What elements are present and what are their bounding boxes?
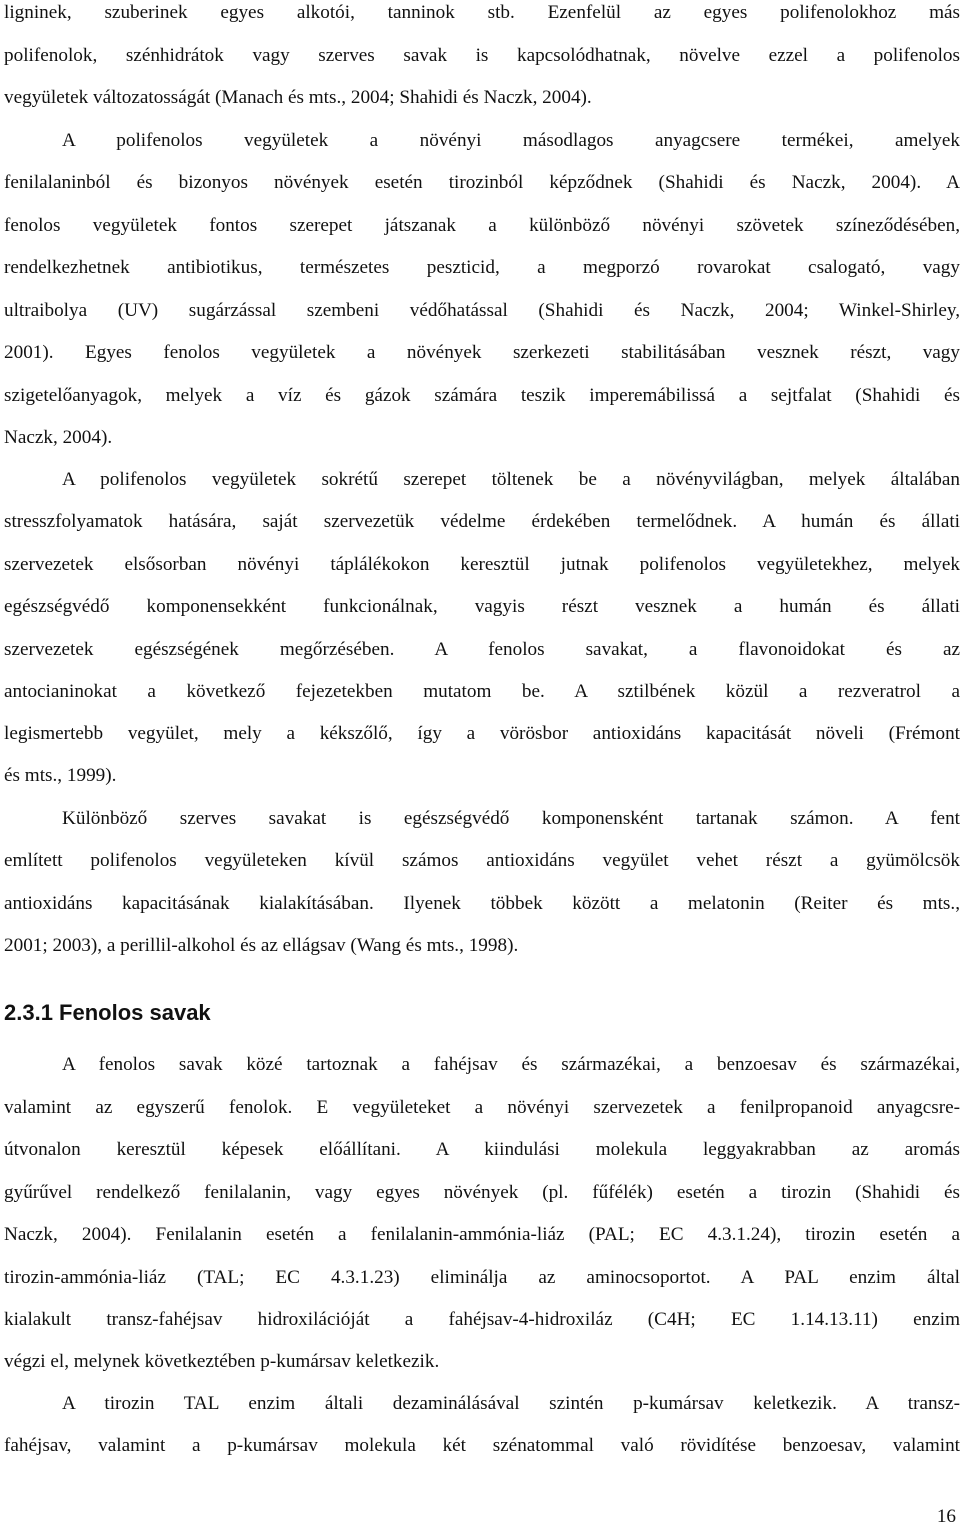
text-line: 2001). Egyes fenolos vegyületek a növények szerkezeti stabilitásában vesznek részt, vagy	[4, 342, 960, 363]
text-line: Naczk, 2004).	[4, 427, 113, 448]
section-heading: 2.3.1 Fenolos savak	[4, 1000, 211, 1025]
text-line: említett polifenolos vegyületeken kívül számos antioxidáns vegyület vehet részt a gyümölcsök	[4, 850, 960, 871]
text-line: rendelkezhetnek antibiotikus, természetes peszticid, a megporzó rovarokat csalogató, vagy	[4, 257, 960, 278]
text-line: tirozin-ammónia-liáz (TAL; EC 4.3.1.23) eliminálja az aminocsoportot. A PAL enzim által	[4, 1267, 960, 1288]
text-line: útvonalon keresztül képesek előállítani. A kiindulási molekula leggyakrabban az aromás	[4, 1139, 960, 1160]
text-line: stresszfolyamatok hatására, saját szervezetük védelme érdekében termelődnek. A humán és állati	[4, 511, 960, 532]
text-line: antocianinokat a következő fejezetekben mutatom be. A sztilbének közül a rezveratrol a	[4, 681, 960, 702]
text-line: A polifenolos vegyületek a növényi másodlagos anyagcsere termékei, amelyek	[62, 130, 960, 151]
text-line: egészségvédő komponensekként funkcionálnak, vagyis részt vesznek a humán és állati	[4, 596, 960, 617]
text-line: A polifenolos vegyületek sokrétű szerepet töltenek be a növényvilágban, melyek általában	[62, 469, 960, 490]
text-line: ultraibolya (UV) sugárzással szembeni védőhatással (Shahidi és Naczk, 2004; Winkel-Shirley,	[4, 300, 960, 321]
text-line: szigetelőanyagok, melyek a víz és gázok számára teszik imperemábilissá a sejtfalat (Shahidi és	[4, 385, 960, 406]
text-line: A fenolos savak közé tartoznak a fahéjsav és származékai, a benzoesav és származékai,	[62, 1054, 960, 1075]
text-line: végzi el, melynek következtében p-kumársav keletkezik.	[4, 1351, 440, 1372]
text-line: Különböző szerves savakat is egészségvédő komponensként tartanak számon. A fent	[62, 808, 960, 829]
text-line: valamint az egyszerű fenolok. E vegyületeket a növényi szervezetek a fenilpropanoid anyagcsre-	[4, 1097, 960, 1118]
text-line: szervezetek egészségének megőrzésében. A fenolos savakat, a flavonoidokat és az	[4, 639, 960, 660]
text-line: A tirozin TAL enzim általi dezaminálásával szintén p-kumársav keletkezik. A transz-	[62, 1393, 960, 1414]
text-line: kialakult transz-fahéjsav hidroxilációját a fahéjsav-4-hidroxiláz (C4H; EC 1.14.13.11) enzim	[4, 1309, 960, 1330]
text-line: fahéjsav, valamint a p-kumársav molekula két szénatommal való rövidítése benzoesav, valamint	[4, 1435, 960, 1456]
text-line: legismertebb vegyület, mely a kékszőlő, így a vörösbor antioxidáns kapacitását növeli (Frémont	[4, 723, 960, 744]
text-line: szervezetek elsősorban növényi táplálékokon keresztül jutnak polifenolos vegyületekhez, melyek	[4, 554, 960, 575]
text-line: antioxidáns kapacitásának kialakításában. Ilyenek többek között a melatonin (Reiter és mts.,	[4, 893, 960, 914]
page-number: 16	[936, 1506, 956, 1527]
text-line: Naczk, 2004). Fenilalanin esetén a fenilalanin-ammónia-liáz (PAL; EC 4.3.1.24), tirozin esetén a	[4, 1224, 960, 1245]
text-line: és mts., 1999).	[4, 765, 117, 786]
text-line: gyűrűvel rendelkező fenilalanin, vagy egyes növények (pl. fűfélék) esetén a tirozin (Shahidi és	[4, 1182, 960, 1203]
text-line: 2001; 2003), a perillil-alkohol és az ellágsav (Wang és mts., 1998).	[4, 935, 519, 956]
text-line: fenilalaninból és bizonyos növények esetén tirozinból képződnek (Shahidi és Naczk, 2004). A	[4, 172, 960, 193]
text-line: ligninek, szuberinek egyes alkotói, tanninok stb. Ezenfelül az egyes polifenolokhoz más	[4, 2, 960, 23]
text-line: fenolos vegyületek fontos szerepet játszanak a különböző növényi szövetek színeződésében,	[4, 215, 960, 236]
text-line: vegyületek változatosságát (Manach és mts., 2004; Shahidi és Naczk, 2004).	[4, 87, 592, 108]
text-line: polifenolok, szénhidrátok vagy szerves savak is kapcsolódhatnak, növelve ezzel a polifenolos	[4, 45, 960, 66]
